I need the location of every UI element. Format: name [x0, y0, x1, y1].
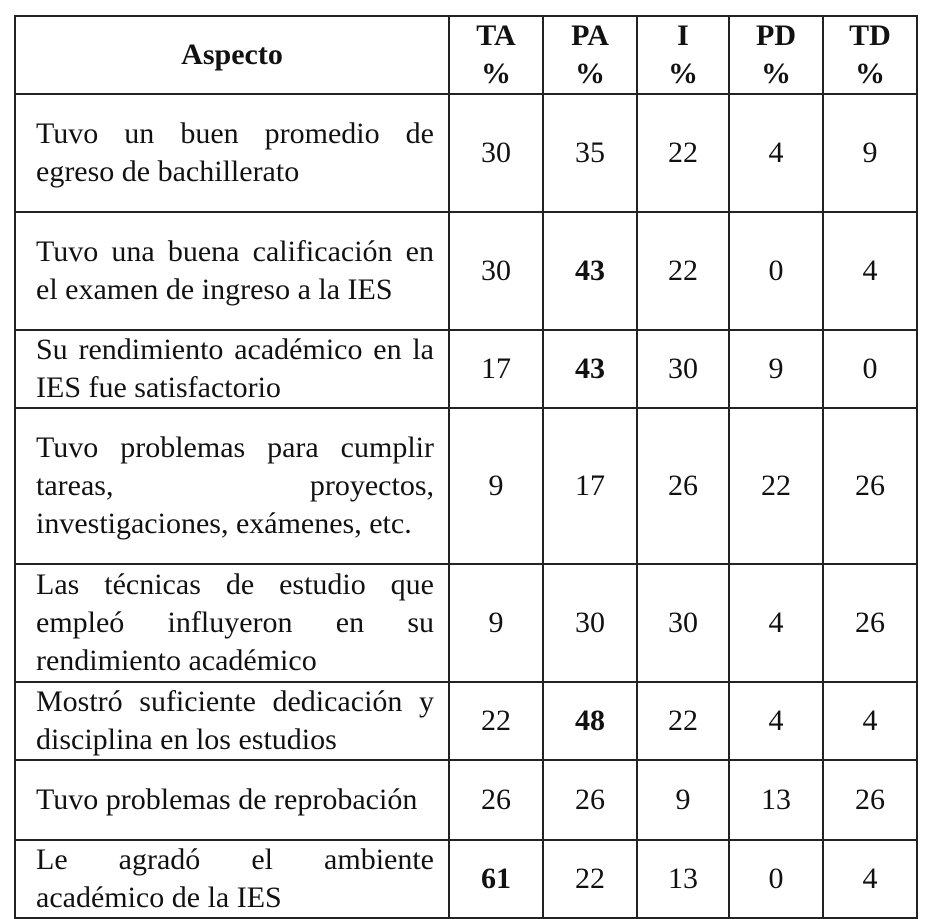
- aspect-cell: Tuvo problemas de reprobación: [15, 760, 449, 840]
- value-cell-i: 9: [637, 760, 729, 840]
- value-cell-pd: 4: [729, 564, 823, 682]
- value-cell-ta: 30: [449, 94, 543, 212]
- header-pa: [543, 16, 637, 94]
- value-cell-ta: 30: [449, 212, 543, 330]
- header-i-unit: %: [668, 57, 698, 90]
- table-row: [15, 682, 917, 760]
- aspect-cell: Tuvo un buen promedio de egreso de bachillerato: [15, 94, 449, 212]
- value-cell-pa: 43: [543, 212, 637, 330]
- value-cell-td: 26: [823, 408, 917, 564]
- value-cell-pd: 4: [729, 94, 823, 212]
- value-cell-pd: 4: [729, 682, 823, 760]
- header-ta-label: TA: [476, 19, 516, 52]
- header-i-label: I: [677, 19, 689, 52]
- header-pd-label: PD: [756, 19, 796, 52]
- header-aspecto-label: Aspecto: [181, 38, 283, 71]
- header-td-label: TD: [849, 19, 891, 52]
- value-cell-ta: 9: [449, 408, 543, 564]
- value-cell-i: 30: [637, 564, 729, 682]
- value-cell-pd: 0: [729, 840, 823, 918]
- value-cell-pa: 26: [543, 760, 637, 840]
- table-row: [15, 212, 917, 330]
- value-cell-pa: 35: [543, 94, 637, 212]
- header-pd: [729, 16, 823, 94]
- table-row: [15, 840, 917, 918]
- header-ta-unit: %: [481, 57, 511, 90]
- header-pa-label: PA: [571, 19, 609, 52]
- value-cell-td: 26: [823, 564, 917, 682]
- header-td-unit: %: [855, 57, 885, 90]
- header-aspecto: [15, 16, 449, 94]
- header-ta: [449, 16, 543, 94]
- value-cell-ta: 9: [449, 564, 543, 682]
- aspect-cell: Tuvo problemas para cumplir tareas, proyectos, investigaciones, exámenes, etc.: [15, 408, 449, 564]
- value-cell-i: 13: [637, 840, 729, 918]
- value-cell-ta: 61: [449, 840, 543, 918]
- value-cell-td: 4: [823, 682, 917, 760]
- header-pa-unit: %: [575, 57, 605, 90]
- value-cell-td: 0: [823, 330, 917, 408]
- aspect-cell: Su rendimiento académico en la IES fue satisfactorio: [15, 330, 449, 408]
- value-cell-pa: 17: [543, 408, 637, 564]
- value-cell-i: 30: [637, 330, 729, 408]
- value-cell-ta: 22: [449, 682, 543, 760]
- value-cell-pd: 0: [729, 212, 823, 330]
- survey-table-container: [14, 15, 918, 919]
- value-cell-pd: 13: [729, 760, 823, 840]
- header-td: [823, 16, 917, 94]
- value-cell-td: 4: [823, 840, 917, 918]
- value-cell-pa: 30: [543, 564, 637, 682]
- table-row: [15, 564, 917, 682]
- header-i: [637, 16, 729, 94]
- value-cell-pa: 43: [543, 330, 637, 408]
- value-cell-i: 26: [637, 408, 729, 564]
- table-row: [15, 408, 917, 564]
- value-cell-pd: 9: [729, 330, 823, 408]
- value-cell-td: 26: [823, 760, 917, 840]
- header-row: [15, 16, 917, 94]
- value-cell-i: 22: [637, 212, 729, 330]
- value-cell-pa: 48: [543, 682, 637, 760]
- aspect-cell: Tuvo una buena calificación en el examen de ingreso a la IES: [15, 212, 449, 330]
- aspect-cell: Le agradó el ambiente académico de la IES: [15, 840, 449, 918]
- aspect-cell: Mostró suficiente dedicación y disciplina en los estudios: [15, 682, 449, 760]
- aspect-cell: Las técnicas de estudio que empleó influyeron en su rendimiento académico: [15, 564, 449, 682]
- value-cell-ta: 17: [449, 330, 543, 408]
- value-cell-i: 22: [637, 682, 729, 760]
- value-cell-td: 4: [823, 212, 917, 330]
- table-row: [15, 760, 917, 840]
- header-pd-unit: %: [761, 57, 791, 90]
- table-row: [15, 330, 917, 408]
- survey-table: [14, 15, 918, 919]
- value-cell-i: 22: [637, 94, 729, 212]
- value-cell-td: 9: [823, 94, 917, 212]
- value-cell-ta: 26: [449, 760, 543, 840]
- table-row: [15, 94, 917, 212]
- value-cell-pa: 22: [543, 840, 637, 918]
- value-cell-pd: 22: [729, 408, 823, 564]
